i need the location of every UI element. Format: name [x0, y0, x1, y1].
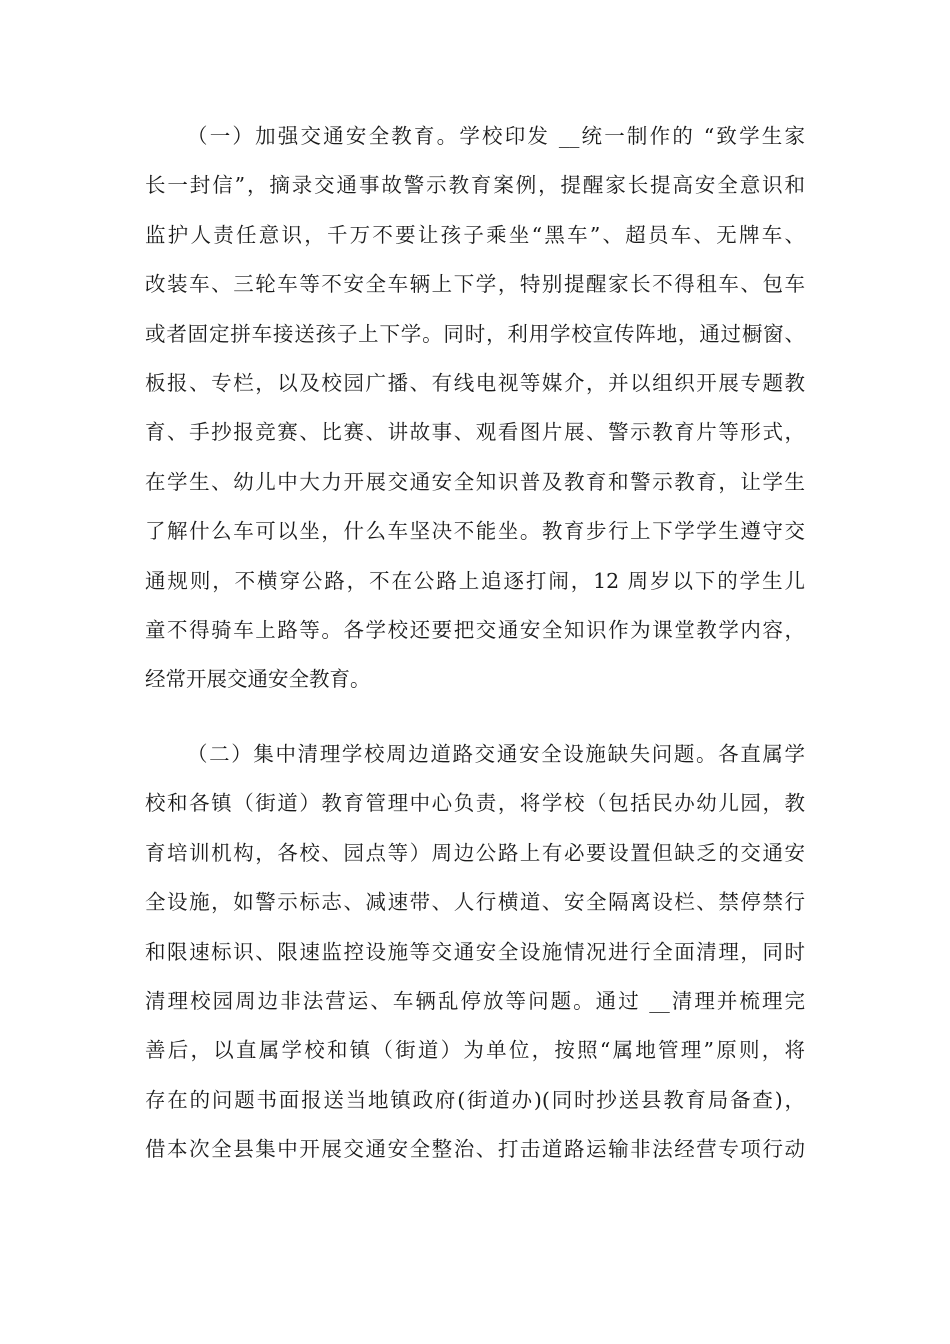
paragraph-line: 全设施，如警示标志、减速带、人行横道、安全隔离设栏、禁停禁行 [145, 890, 805, 915]
paragraph-line: 了解什么车可以坐，什么车坚决不能坐。教育步行上下学学生遵守交 [145, 519, 805, 544]
paragraph-line: 改装车、三轮车等不安全车辆上下学，特别提醒家长不得租车、包车 [145, 272, 805, 297]
paragraph-line: 监护人责任意识，千万不要让孩子乘坐“黑车”、超员车、无牌车、 [145, 222, 805, 247]
paragraph-line: （二）集中清理学校周边道路交通安全设施缺失问题。各直属学 [187, 742, 805, 766]
paragraph-line: 借本次全县集中开展交通安全整治、打击道路运输非法经营专项行动 [145, 1137, 805, 1162]
paragraph-line: 或者固定拼车接送孩子上下学。同时，利用学校宣传阵地，通过橱窗、 [145, 321, 805, 346]
paragraph-line: 育培训机构，各校、园点等）周边公路上有必要设置但缺乏的交通安 [145, 840, 805, 865]
paragraph-facility-cleanup [145, 730, 805, 1175]
paragraph-line: 校和各镇（街道）教育管理中心负责，将学校（包括民办幼儿园，教 [145, 791, 805, 816]
paragraph-line: 育、手抄报竞赛、比赛、讲故事、观看图片展、警示教育片等形式， [145, 420, 805, 445]
paragraph-line: 童不得骑车上路等。各学校还要把交通安全知识作为课堂教学内容， [145, 617, 805, 642]
paragraph-line: 和限速标识、限速监控设施等交通安全设施情况进行全面清理，同时 [145, 939, 805, 964]
paragraph-line: 板报、专栏，以及校园广播、有线电视等媒介，并以组织开展专题教 [145, 370, 805, 395]
paragraph-traffic-safety-education [145, 112, 805, 705]
paragraph-line: 清理校园周边非法营运、车辆乱停放等问题。通过 __清理并梳理完 [145, 988, 805, 1013]
paragraph-line: （一）加强交通安全教育。学校印发 __统一制作的 “致学生家 [187, 124, 805, 148]
paragraph-line: 在学生、幼儿中大力开展交通安全知识普及教育和警示教育，让学生 [145, 469, 805, 494]
paragraph-line: 善后，以直属学校和镇（街道）为单位，按照“属地管理”原则，将 [145, 1038, 805, 1063]
paragraph-line: 经常开展交通安全教育。 [145, 667, 371, 692]
paragraph-line: 通规则，不横穿公路，不在公路上追逐打闹，12 周岁以下的学生儿 [145, 568, 805, 593]
paragraph-line: 长一封信”，摘录交通事故警示教育案例，提醒家长提高安全意识和 [145, 173, 805, 198]
paragraph-line: 存在的问题书面报送当地镇政府(街道办)(同时抄送县教育局备查)， [145, 1087, 805, 1112]
